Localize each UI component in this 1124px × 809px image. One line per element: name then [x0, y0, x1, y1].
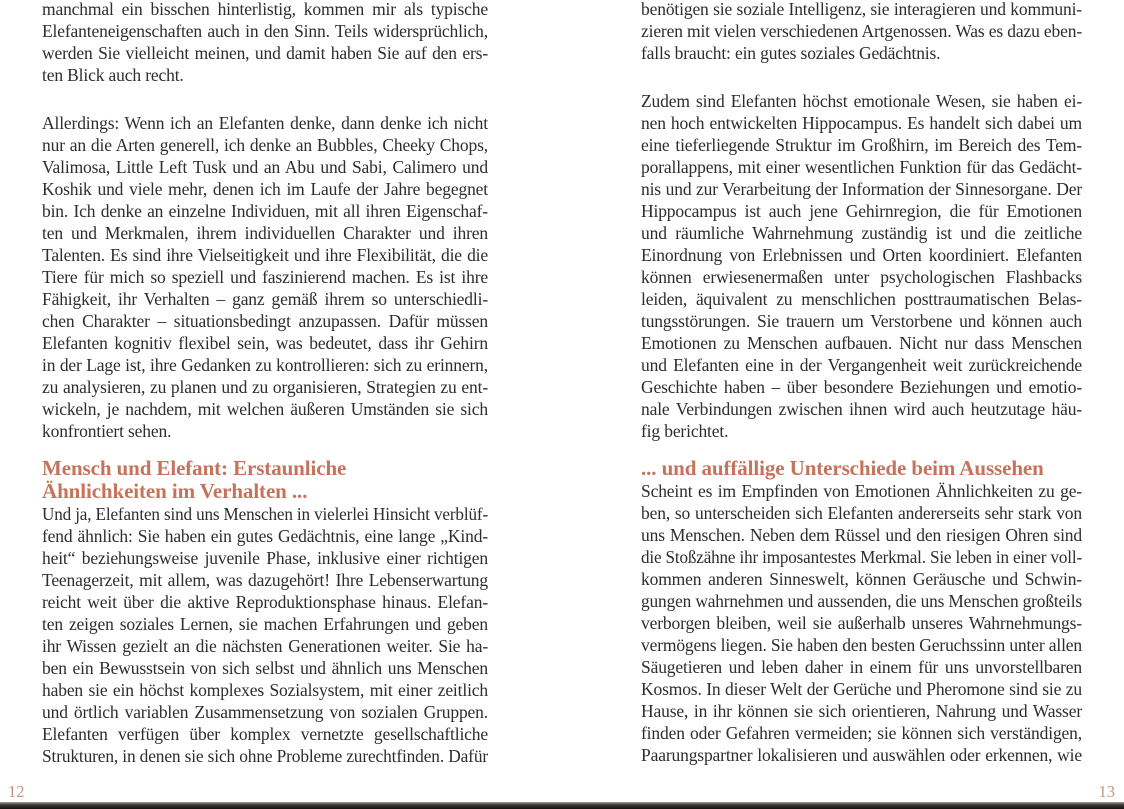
text-line: finden oder Gefahren vermeiden; sie können sich verständigen, [641, 723, 1082, 743]
text-line: benötigen sie soziale Intelligenz, sie interagieren und kommuni- [641, 0, 1082, 19]
paragraph [641, 90, 1082, 442]
text-line: Koshik und viele mehr, denen ich im Laufe der Jahre begegnet [42, 179, 488, 199]
page-number-left: 12 [8, 782, 25, 801]
text-line: Säugetieren und leben daher in einem für uns unvorstellbaren [641, 657, 1082, 677]
text-line: Geschichte haben – über besondere Beziehungen und emotio- [641, 377, 1082, 397]
text-line: Ähnlichkeiten im Verhalten ... [42, 479, 308, 503]
section-heading [42, 457, 488, 503]
text-line: Emotionen zu Menschen aufbauen. Nicht nur dass Menschen [641, 333, 1082, 353]
text-line: ... und auffällige Unterschiede beim Aussehen [641, 456, 1044, 480]
text-line: heit“ beziehungsweise juvenile Phase, inklusive einer richtigen [42, 548, 488, 568]
text-line: manchmal ein bisschen hinterlistig, kommen mir als typische [42, 0, 488, 19]
text-line: nis und zur Verarbeitung der Information der Sinnesorgane. Der [641, 179, 1082, 199]
text-line: fig berichtet. [641, 421, 729, 441]
book-bottom-edge [0, 802, 1124, 809]
section-heading [641, 457, 1082, 480]
text-line: Strukturen, in denen sie sich ohne Probleme zurechtfinden. Dafür [42, 746, 488, 766]
text-line: haben sie ein höchst komplexes Sozialsystem, mit einer zeitlich [42, 680, 488, 700]
paragraph [641, 0, 1082, 64]
text-line: verborgen bleiben, weil sie außerhalb unseres Wahrnehmungs- [641, 613, 1082, 633]
text-line: nale Verbindungen zwischen ihnen wird auch heutzutage häu- [641, 399, 1082, 419]
text-line: zieren mit vielen verschiedenen Artgenossen. Was es dazu eben- [641, 21, 1082, 41]
text-line: ben, so unterscheiden sich Elefanten andererseits sehr stark von [641, 503, 1082, 523]
text-line: die Stoßzähne ihr imposantestes Merkmal. Sie leben in einer voll- [641, 547, 1082, 567]
paragraph [42, 112, 488, 442]
text-line: ten zeigen soziales Lernen, sie machen Erfahrungen und geben [42, 614, 488, 634]
text-line: Einordnung von Erlebnissen und Orten koordiniert. Elefanten [641, 245, 1082, 265]
paragraph [641, 480, 1082, 766]
text-line: Mensch und Elefant: Erstaunliche [42, 456, 347, 480]
text-line: reicht weit über die aktive Reproduktionsphase hinaus. Elefan- [42, 592, 488, 612]
text-line: können erwiesenermaßen unter psychologischen Flashbacks [641, 267, 1082, 287]
text-line: tungsstörungen. Sie trauern um Verstorbene und können auch [641, 311, 1082, 331]
text-line: Talenten. Es sind ihre Vielseitigkeit und ihre Flexibilität, die die [42, 245, 488, 265]
paragraph [42, 0, 488, 86]
text-line: Hippocampus ist auch jene Gehirnregion, die für Emotionen [641, 201, 1082, 221]
text-line: und örtlich variablen Zusammensetzung von sozialen Gruppen. [42, 702, 488, 722]
text-line: Paarungspartner lokalisieren und auswählen oder erkennen, wie [641, 745, 1082, 765]
text-column-right [641, 0, 1082, 766]
text-line: Allerdings: Wenn ich an Elefanten denke, dann denke ich nicht [42, 113, 488, 133]
text-line: ben ein Bewusstsein von sich selbst und ähnlich uns Menschen [42, 658, 488, 678]
text-line: und räumliche Wahrnehmung zuständig ist und die zeitliche [641, 223, 1082, 243]
text-line: nur an die Arten generell, ich denke an Bubbles, Cheeky Chops, [42, 135, 488, 155]
text-line: ten Blick auch recht. [42, 65, 184, 85]
text-line: Hause, in ihr können sie sich orientieren, Nahrung und Wasser [641, 701, 1082, 721]
text-line: Elefanten verfügen über komplex vernetzte gesellschaftliche [42, 724, 488, 744]
text-line: in der Lage ist, ihre Gedanken zu kontrollieren: sich zu erinnern, [42, 355, 488, 375]
text-line: fend ähnlich: Sie haben ein gutes Gedächtnis, eine lange „Kind- [42, 526, 488, 546]
text-line: werden Sie vielleicht meinen, und damit haben Sie auf den ers- [42, 43, 488, 63]
text-line: Elefanten kognitiv flexibel sein, was bedeutet, dass ihr Gehirn [42, 333, 488, 353]
text-line: vermögens liegen. Sie haben den besten Geruchssinn unter allen [641, 635, 1082, 655]
text-line: eine tieferliegende Struktur im Großhirn, im Bereich des Tem- [641, 135, 1082, 155]
text-line: nen hoch entwickelten Hippocampus. Es handelt sich dabei um [641, 113, 1082, 133]
text-line: konfrontiert sehen. [42, 421, 172, 441]
text-line: leiden, äquivalent zu menschlichen posttraumatischen Belas- [641, 289, 1082, 309]
text-line: chen Charakter – situationsbedingt anzupassen. Dafür müssen [42, 311, 488, 331]
text-line: Scheint es im Empfinden von Emotionen Ähnlichkeiten zu ge- [641, 481, 1082, 501]
page-number-right: 13 [1098, 782, 1115, 801]
text-line: Zudem sind Elefanten höchst emotionale Wesen, sie haben ei- [641, 91, 1082, 111]
text-line: kommen anderen Sinneswelt, können Geräusche und Schwin- [641, 569, 1082, 589]
text-line: Und ja, Elefanten sind uns Menschen in vielerlei Hinsicht verblüf- [42, 504, 488, 524]
text-line: Fähigkeit, ihr Verhalten – ganz gemäß ihrem so unterschiedli- [42, 289, 488, 309]
text-line: bin. Ich denke an einzelne Individuen, mit all ihren Eigenschaf- [42, 201, 488, 221]
text-line: ihr Wissen gezielt an die nächsten Generationen weiter. Sie ha- [42, 636, 488, 656]
text-line: ten und Merkmalen, ihrem individuellen Charakter und ihren [42, 223, 488, 243]
text-line: uns Menschen. Neben dem Rüssel und den riesigen Ohren sind [641, 525, 1082, 545]
text-line: zu analysieren, zu planen und zu organisieren, Strategien zu ent- [42, 377, 488, 397]
text-line: Kosmos. In dieser Welt der Gerüche und Pheromone sind sie zu [641, 679, 1082, 699]
paragraph [42, 503, 488, 767]
text-line: Tiere für mich so speziell und faszinierend machen. Es ist ihre [42, 267, 488, 287]
text-column-left [42, 0, 488, 767]
text-line: falls braucht: ein gutes soziales Gedächtnis. [641, 43, 941, 63]
text-line: und Elefanten eine in der Vergangenheit weit zurückreichende [641, 355, 1082, 375]
text-line: Teenagerzeit, mit allem, was dazugehört! Ihre Lebenserwartung [42, 570, 488, 590]
text-line: porallappens, mit einer wesentlichen Funktion für das Gedächt- [641, 157, 1082, 177]
text-line: Elefanteneigenschaften auch in den Sinn. Teils widersprüchlich, [42, 21, 488, 41]
text-line: wickeln, je nachdem, mit welchen äußeren Umständen sie sich [42, 399, 488, 419]
text-line: Valimosa, Little Left Tusk und an Abu und Sabi, Calimero und [42, 157, 488, 177]
text-line: gungen wahrnehmen und aussenden, die uns Menschen großteils [641, 591, 1082, 611]
